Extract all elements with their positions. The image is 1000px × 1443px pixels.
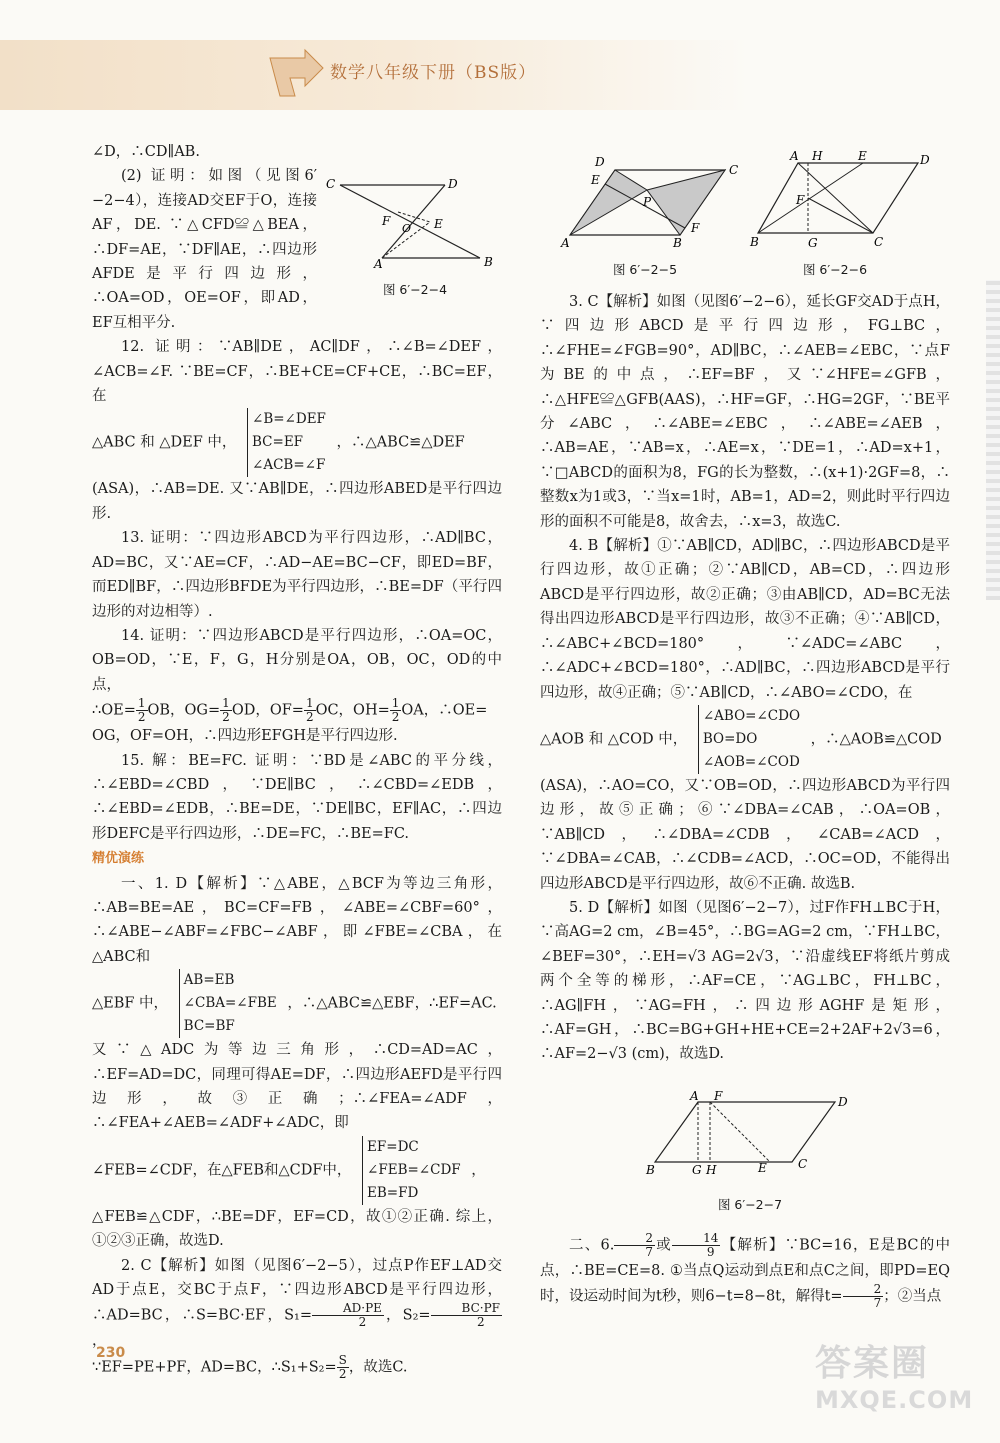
left-column <box>92 140 502 1381</box>
fig-label: C <box>874 235 884 249</box>
fig-label: C <box>326 177 336 191</box>
fraction <box>431 1302 502 1329</box>
frac-den: 2 <box>476 1315 485 1330</box>
frac-num: 1 <box>305 696 314 711</box>
triangle-pair-label: ∠FEB=∠CDF，在△FEB和△CDF中， <box>92 1162 352 1179</box>
fraction <box>312 1302 384 1329</box>
frac-den: 7 <box>645 1245 654 1259</box>
sys-line: AB=EB <box>183 972 235 989</box>
figure-caption: 图 6′−2−5 <box>612 262 678 277</box>
fig-label: E <box>591 173 600 187</box>
left-para-7: 又∵△ADC为等边三角形，∴CD=AD=AC，∴EF=AD=DC，同理可得AE=DF，∴四边形AEFD是平行四边形，故③正确；∴∠FEA=∠ADF，∴∠FEA+∠AEB=∠ADF+∠ADC，即 <box>92 1042 502 1132</box>
left-para-4g: OG，OF=OH，∴四边形EFGH是平行四边形. <box>92 728 398 745</box>
fraction <box>220 697 232 724</box>
right-para-2: 4. B【解析】①∵AB∥CD，AD∥BC，∴四边形ABCD是平行四边形，故①正确；②∵AB∥CD，AB=CD，∴四边形ABCD是平行四边形，故②正确；③由AB∥CD，AD=BC无法得出四边形ABCD是平行四边形，故③不正确；④∵AB∥CD，∴∠ABC+∠BCD=180°，∵∠ADC=∠ABC，∴∠ADC+∠BCD=180°，∴AD∥BC，∴四边形ABCD是平行四边形，故④正确；⑤∵AB∥CD，∴∠ABO=∠CDO，在 <box>540 538 950 701</box>
sys-line: ∠ACB=∠F <box>252 457 326 474</box>
section-tag: 精优演练 <box>92 851 145 867</box>
figure-6-2-4 <box>320 170 500 270</box>
frac-num: BC·PF <box>431 1302 502 1316</box>
fig-label: F <box>796 193 805 207</box>
figure-6-2-5 <box>555 150 750 250</box>
congruence-result: ，∴△ABC≌△DEF <box>336 434 465 451</box>
fig-label: G <box>808 236 818 250</box>
fig-label: B <box>646 1163 655 1175</box>
fig-label: A <box>561 236 570 250</box>
fig-label: E <box>434 217 443 231</box>
fraction <box>337 1354 349 1381</box>
figure-caption: 图 6′−2−7 <box>717 1197 783 1212</box>
fig-label: F <box>714 1090 723 1103</box>
text-seg: 或 <box>655 1237 673 1254</box>
frac-num: 1 <box>222 696 230 711</box>
left-para-2-system <box>92 408 502 477</box>
fig-label: B <box>484 255 493 269</box>
fig-label: A <box>690 1090 699 1103</box>
text-seg: OC，OH= <box>315 702 390 719</box>
triangle-pair-label: △EBF 中， <box>92 995 169 1012</box>
left-para-6-system <box>92 969 502 1038</box>
left-para-5: 15. 解：BE=FC. 证明：∵BD是∠ABC的平分线，∴∠EBD=∠CBD，∵DE∥BC，∴∠CBD=∠EDB，∴∠EBD=∠EDB，∴BE=DE，∵DE∥BC，EF∥AC，∴四边形DEFC是平行四边形，∴DE=FC，∴BE=FC. <box>92 752 502 842</box>
text-seg: 【解析】∵BC=16，E是BC的中点，∴BE=CE=8. ①当点Q运动到点E和点C之间，即PD=EQ时，设运动时间为t秒，则6−t=8−8t，解得t= <box>540 1237 950 1305</box>
right-para-5 <box>540 1232 950 1310</box>
section-heading <box>92 846 502 871</box>
text-seg: ，S₂= <box>383 1307 431 1324</box>
congruence-system <box>698 705 800 774</box>
frac-num: 1 <box>391 696 400 711</box>
fig-label: D <box>448 177 458 191</box>
text-seg: 二、6. <box>569 1237 615 1254</box>
left-para-10 <box>92 1354 502 1381</box>
fig-label: F <box>382 214 391 228</box>
sys-line: BO=DO <box>702 730 758 747</box>
sys-line: BC=BF <box>183 1018 235 1035</box>
frac-num: 1 <box>137 696 146 711</box>
fraction <box>136 697 148 724</box>
frac-num: 2 <box>843 1283 884 1297</box>
frac-den: 2 <box>358 1315 367 1330</box>
figure-6-2-7 <box>640 1090 860 1175</box>
left-para-6: 一、1. D【解析】∵△ABE，△BCF为等边三角形，∴AB=BE=AE，BC=CF=FB，∠ABE=∠CBF=60°，∴∠ABE−∠ABF=∠FBC−∠ABF，即∠FBE=∠CBA，在△ABC和 <box>92 875 502 965</box>
triangle-pair-label: △ABC 和 △DEF 中， <box>92 434 237 451</box>
left-para-7-system <box>92 1136 502 1205</box>
frac-num: 2 <box>614 1232 655 1246</box>
congruence-result: ， <box>471 1162 486 1179</box>
arrow-logo-icon <box>265 48 325 98</box>
fig-label: H <box>706 1163 717 1175</box>
fig-label: A <box>374 257 383 270</box>
sys-line: EB=FD <box>367 1184 419 1201</box>
figure-caption: 图 6′−2−4 <box>382 282 448 297</box>
left-para-8: △FEB≌△CDF，∴BE=DF，EF=CD，故①②正确. 综上，①②③正确，故选D. <box>92 1208 502 1250</box>
fig-label: E <box>858 149 867 163</box>
figure-6-2-6 <box>748 148 938 253</box>
text-seg: OA，∴OE= <box>401 702 488 719</box>
frac-den: 2 <box>305 710 314 725</box>
text-seg: 2. C【解析】如图（见图6′−2−5），过点P作EF⊥AD交AD于点E，交BC于点F，∵四边形ABCD是平行四边形，∴AD=BC，∴S=BC·EF，S₁= <box>92 1257 502 1324</box>
sys-line: ∠FEB=∠CDF <box>367 1161 461 1178</box>
triangle-pair-label: △AOB 和 △COD 中， <box>540 731 688 748</box>
right-para-1: 3. C【解析】如图（见图6′−2−6），延长GF交AD于点H，∵四边形ABCD是平行四边形，FG⊥BC，∴∠FHE=∠FGB=90°，AD∥BC，∴∠AEB=∠EBC，∵点F为BE的中点，∴EF=BF，又∵∠HFE=∠GFB，∴△HFE≌△GFB(AAS)，∴HF=GF，∴HG=2GF，∵BE平分∠ABC，∴∠ABE=∠EBC，∴∠ABE=∠AEB，∴AB=AE，∵AB=x，∴AE=x，∵DE=1，∴AD=x+1，∵□ABCD的面积为8，FG的长为整数，∴(x+1)·2GF=8，∴整数x为1或3，∵当x=1时，AB=1，AD=2，则此时平行四边形的面积不可能是8，故舍去，∴x=3，故选C. <box>540 294 950 530</box>
fig-label: C <box>729 163 739 177</box>
page-number: 230 <box>96 1345 126 1361</box>
left-para-1: (2) 证明：如图（见图6′−2−4），连接AD交EF于O，连接AF，DE. ∵△CFD≌△BEA，∴DF=AE，∵DF∥AE，∴四边形AFDE是平行四边形，∴OA=OD，OE=OF，即AD，EF互相平分. <box>92 168 317 331</box>
fig-label: C <box>798 1157 808 1171</box>
left-para-0: ∠D，∴CD∥AB. <box>92 144 200 160</box>
sys-line: ∠B=∠DEF <box>252 411 326 428</box>
fig-label: H <box>812 149 823 163</box>
fig-label: D <box>920 153 930 167</box>
left-para-2a: 12. 证明：∵AB∥DE，AC∥DF，∴∠B=∠DEF，∠ACB=∠F. ∵BE=CF，∴BE+CE=CF+CE，∴BC=EF，在 <box>92 339 502 405</box>
frac-den: 9 <box>706 1245 715 1259</box>
left-para-2d: (ASA)，∴AB=DE. 又∵AB∥DE，∴四边形ABED是平行四边形. <box>92 481 502 522</box>
sys-line: ∠AOB=∠COD <box>702 753 800 770</box>
fig-label: P <box>643 195 652 209</box>
frac-num: S <box>338 1352 347 1367</box>
frac-den: 2 <box>137 710 146 725</box>
fraction <box>390 697 402 724</box>
frac-den: 7 <box>873 1296 882 1311</box>
text-seg: OD，OF= <box>231 702 304 719</box>
watermark-line2: MXQE.COM <box>815 1386 974 1414</box>
frac-den: 2 <box>338 1366 347 1381</box>
fraction <box>614 1232 655 1259</box>
sys-line: ∠CBA=∠FBE <box>183 995 277 1012</box>
fig-label: E <box>758 1161 767 1175</box>
sys-line: ∠ABO=∠CDO <box>702 707 801 724</box>
text-seg: ， <box>92 1333 107 1350</box>
fig-label: B <box>673 236 682 250</box>
left-para-4a: 14. 证明：∵四边形ABCD是平行四边形，∴OA=OC，OB=OD，∵E，F，G，H分别是OA，OB，OC，OD的中点， <box>92 627 502 693</box>
sys-line: EF=DC <box>367 1138 419 1155</box>
congruence-system <box>179 969 277 1038</box>
congruence-result: ，∴△ABC≌△EBF，∴EF=AC. <box>287 995 497 1012</box>
text-seg: OB，OG= <box>147 702 221 719</box>
left-para-3: 13. 证明：∵四边形ABCD为平行四边形，∴AD∥BC，AD=BC，又∵AE=CF，∴AD−AE=BC−CF，即ED=BF，而ED∥BF，∴四边形BFDE为平行四边形，∴BE=DF（平行四边形的对边相等）. <box>92 530 502 620</box>
fig-label: O <box>402 222 412 235</box>
frac-den: 2 <box>391 710 400 725</box>
frac-den: 2 <box>222 710 230 725</box>
left-para-9 <box>92 1254 502 1354</box>
right-para-2-system <box>540 705 950 774</box>
fraction <box>672 1232 720 1259</box>
figure-caption: 图 6′−2−6 <box>802 262 868 277</box>
fig-label: F <box>691 221 700 235</box>
right-para-3: (ASA)，∴AO=CO，又∵OB=OD，∴四边形ABCD为平行四边形，故⑤正确；⑥∵∠DBA=∠CAB，∴OA=OB，∵AB∥CD，∴∠DBA=∠CDB，∠CAB=∠ACD，∵∠DBA=∠CAB，∴∠CDB=∠ACD，∴OC=OD，不能得出四边形ABCD是平行四边形，故⑥不正确. 故选B. <box>540 777 950 892</box>
watermark-line1: 答案圈 <box>815 1343 930 1384</box>
right-column <box>540 290 950 1067</box>
fig-label: A <box>790 149 799 163</box>
fig-label: D <box>838 1095 848 1109</box>
text-seg: ∵EF=PE+PF，AD=BC，∴S₁+S₂= <box>92 1359 337 1376</box>
frac-num: AD·PE <box>312 1302 384 1316</box>
right-column-bottom <box>540 1232 950 1310</box>
text-seg: ，故选C. <box>348 1359 408 1376</box>
page-edge-decoration <box>986 280 1000 600</box>
congruence-result: ，∴△AOB≌△COD <box>810 731 942 748</box>
fraction <box>843 1283 884 1310</box>
fig-label: B <box>750 235 759 249</box>
header-title: 数学八年级下册（BS版） <box>330 63 537 83</box>
fig-label: G <box>692 1163 702 1175</box>
left-para-4-fractions <box>92 697 502 724</box>
fraction <box>304 697 316 724</box>
frac-num: 14 <box>672 1232 720 1246</box>
fig-label: D <box>595 155 605 169</box>
watermark-logo <box>815 1335 990 1415</box>
congruence-system <box>247 408 326 477</box>
text-seg: ∴OE= <box>92 702 136 719</box>
right-para-4: 5. D【解析】如图（见图6′−2−7），过F作FH⊥BC于H，∵高AG=2 cm，∠B=45°，∴BG=AG=2 cm，∵FH⊥BC，∠BEF=30°，∴EH=√3 AG=2√3，∵沿虚线EF将纸片剪成两个全等的梯形，∴AF=CE，∵AG⊥BC，FH⊥BC，∴AG∥FH，∵AG=FH，∴四边形AGHF是矩形，∴AF=GH，∴BC=BG+GH+HE+CE=2+2AF+2√3=6，∴AF=2−√3 (cm)，故选D. <box>540 899 950 1063</box>
congruence-system <box>362 1136 461 1205</box>
sys-line: BC=EF <box>252 434 304 451</box>
text-seg: ；②当点 <box>883 1288 942 1305</box>
